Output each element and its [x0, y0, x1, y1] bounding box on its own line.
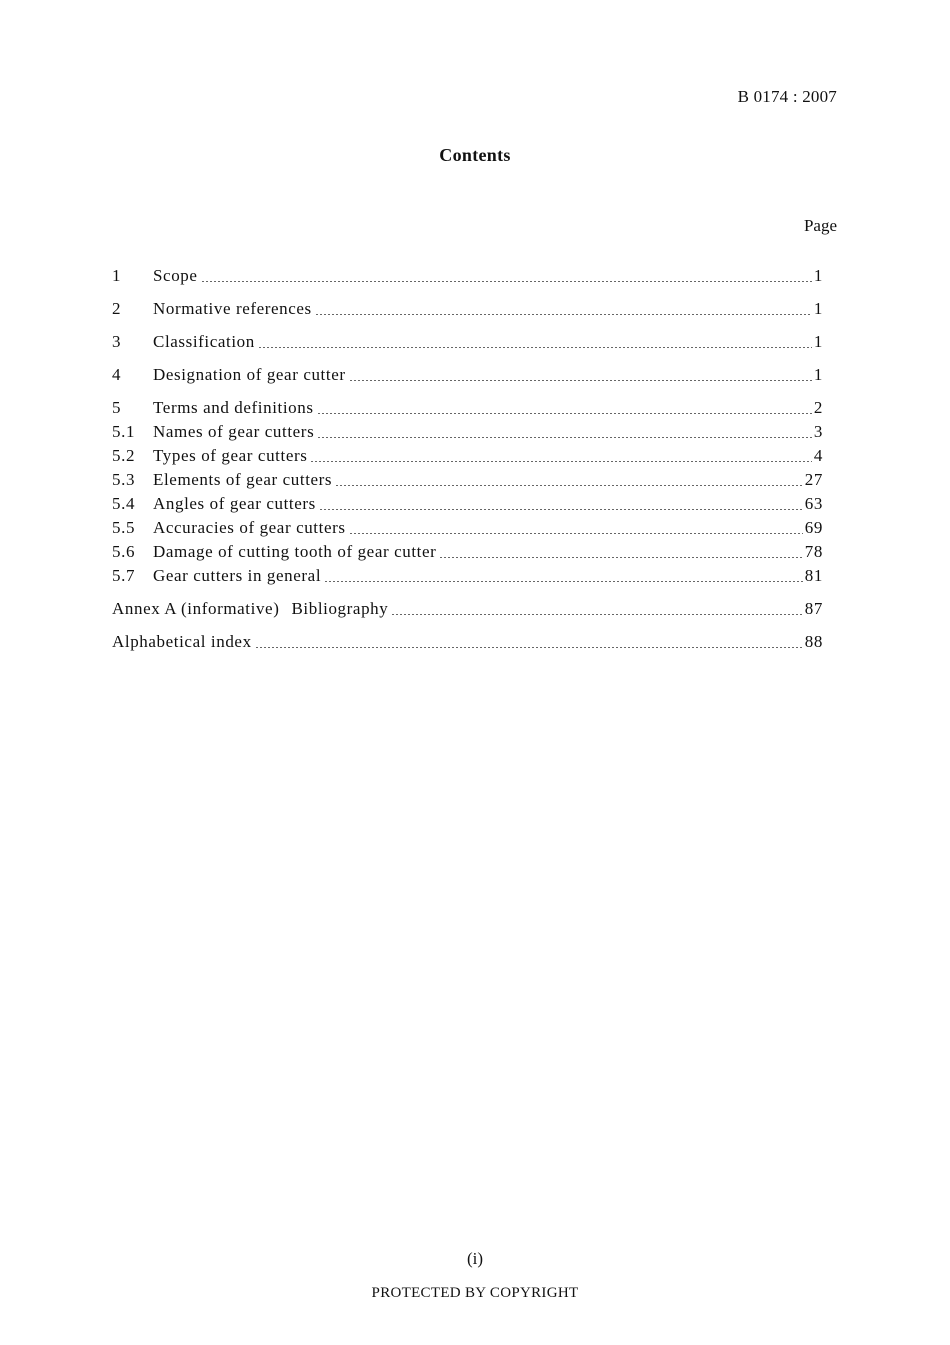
toc-entry-5-3[interactable] — [112, 470, 823, 492]
toc-entry-title: Accuracies of gear cutters — [153, 518, 346, 537]
toc-entry-5-7[interactable] — [112, 566, 823, 588]
toc-entry-number: 5 — [112, 398, 122, 417]
toc-entry-5-5[interactable] — [112, 518, 823, 540]
toc-entry-index[interactable] — [112, 632, 823, 654]
dot-leader — [319, 509, 803, 510]
toc-entry-4[interactable] — [112, 365, 823, 387]
dot-leader — [315, 314, 812, 315]
toc-entry-title: Types of gear cutters — [153, 446, 308, 465]
toc-entry-number: 5.4 — [112, 494, 136, 513]
toc-entry-page: 1 — [813, 365, 823, 384]
toc-entry-5-4[interactable] — [112, 494, 823, 516]
toc-entry-number: 5.3 — [112, 470, 136, 489]
toc-entry-5-1[interactable] — [112, 422, 823, 444]
toc-entry-title: Angles of gear cutters — [153, 494, 316, 513]
toc-entry-page: 1 — [813, 266, 823, 285]
dot-leader — [258, 347, 812, 348]
toc-entry-number: 5.7 — [112, 566, 136, 585]
toc-entry-page: 63 — [804, 494, 823, 513]
toc-entry-page: 87 — [804, 599, 823, 618]
page-number: (i) — [466, 1249, 484, 1268]
toc-entry-page: 27 — [804, 470, 823, 489]
dot-leader — [391, 614, 802, 615]
toc-entry-annex-a[interactable] — [112, 599, 823, 621]
copyright-notice: PROTECTED BY COPYRIGHT — [371, 1285, 579, 1301]
toc-entry-3[interactable] — [112, 332, 823, 354]
toc-entry-number: 5.2 — [112, 446, 136, 465]
toc-entry-page: 69 — [804, 518, 823, 537]
toc-entry-page: 78 — [804, 542, 823, 561]
dot-leader — [255, 647, 803, 648]
page-title: Contents — [439, 145, 511, 165]
toc-entry-title: Elements of gear cutters — [153, 470, 333, 489]
dot-leader — [317, 413, 812, 414]
toc-entry-5[interactable] — [112, 398, 823, 420]
toc-entry-title: Gear cutters in general — [153, 566, 322, 585]
toc-entry-5-2[interactable] — [112, 446, 823, 468]
toc-entry-number: 5.6 — [112, 542, 136, 561]
toc-entry-number: 5.1 — [112, 422, 136, 441]
toc-entry-title: Alphabetical index — [112, 632, 252, 651]
dot-leader — [335, 485, 803, 486]
dot-leader — [349, 533, 803, 534]
toc-entry-number: 5.5 — [112, 518, 136, 537]
toc-entry-title: Damage of cutting tooth of gear cutter — [153, 542, 437, 561]
document-number: B 0174 : 2007 — [737, 87, 837, 106]
dot-leader — [201, 281, 812, 282]
toc-entry-page: 1 — [813, 332, 823, 351]
toc-entry-number: 4 — [112, 365, 122, 384]
toc-entry-title: Normative references — [153, 299, 312, 318]
toc-entry-2[interactable] — [112, 299, 823, 321]
dot-leader — [310, 461, 811, 462]
toc-entry-title: Designation of gear cutter — [153, 365, 346, 384]
toc-entry-page: 3 — [813, 422, 823, 441]
page-column-label: Page — [803, 216, 837, 235]
toc-entry-title: Scope — [153, 266, 198, 285]
dot-leader — [439, 557, 802, 558]
dot-leader — [317, 437, 812, 438]
toc-entry-number: 2 — [112, 299, 122, 318]
dot-leader — [349, 380, 812, 381]
toc-entry-number: 1 — [112, 266, 122, 285]
toc-entry-page: 2 — [813, 398, 823, 417]
toc-entry-1[interactable] — [112, 266, 823, 288]
annex-label: Annex A (informative) — [112, 599, 280, 618]
toc-entry-title: Classification — [153, 332, 255, 351]
dot-leader — [324, 581, 803, 582]
toc-entry-number: 3 — [112, 332, 122, 351]
toc-entry-title: Names of gear cutters — [153, 422, 315, 441]
toc-entry-5-6[interactable] — [112, 542, 823, 564]
toc-entry-page: 81 — [804, 566, 823, 585]
toc-entry-page: 4 — [813, 446, 823, 465]
toc-entry-page: 1 — [813, 299, 823, 318]
toc-entry-page: 88 — [804, 632, 823, 651]
toc-entry-title: Bibliography — [291, 599, 389, 618]
toc-entry-title: Terms and definitions — [153, 398, 314, 417]
